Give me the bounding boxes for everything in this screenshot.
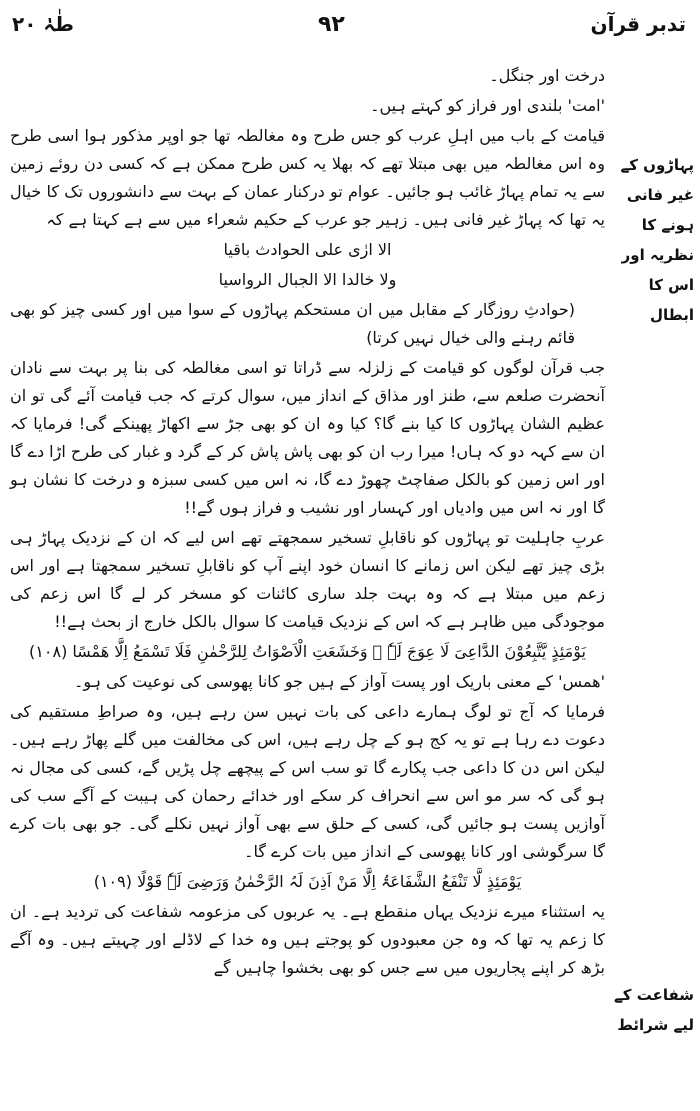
poetry-verse: الا ارٰی علی الحوادث باقیا	[223, 240, 392, 259]
page-number: ۹۲	[318, 12, 345, 37]
paragraph: جب قرآن لوگوں کو قیامت کے زلزلہ سے ڈراتا تو اسی مغالطہ کی بنا پر بہت سے نادان آنحضرت صلعم سے، طنز اور مذاق کے انداز میں، سوال کرتے کہ جب قیامت آئے گی تو ان عظیم الشان پہاڑوں کا کیا بنے گا؟ کیا وہ ان کو بھی جڑ سے اکھاڑ پھینکے گی! فرمایا کہ ان سے کہہ دو کہ ہاں! میرا رب ان کو بھی پاش پاش کر کے گرد و غبار کی طرح اڑا دے گا اور اس زمین کو بالکل صفاچٹ چھوڑ دے گا، نہ اس میں کسی سبزہ و درخت کا نشان ہو گا اور نہ اس میں وادیاں اور کہسار اور نشیب و فراز ہوں گے!!	[10, 358, 605, 517]
paragraph: یہ استثناء میرے نزدیک یہاں منقطع ہے۔ یہ عربوں کی مزعومہ شفاعت کی تردید ہے۔ ان کا زعم یہ تھا کہ وہ جن معبودوں کو پوجتے ہیں وہ خدا کے لاڈلے اور چہیتے ہیں۔ وہ آگے بڑھ کر اپنے پجاریوں میں سے جس کو بھی بخشوا چاہیں گے	[10, 902, 605, 977]
quran-ayah: یَوْمَئِذٍ لَّا تَنْفَعُ الشَّفَاعَۃُ اِلَّا مَنْ اَذِنَ لَہُ الرَّحْمٰنُ وَرَضِیَ لَہٗ قَوْلًا (۱۰۹)	[93, 872, 522, 891]
margin-note-mountains: پہاڑوں کے غیر فانی ہونے کا نظریہ اور اس کا ابطال	[620, 156, 694, 324]
commentary-text	[10, 62, 605, 984]
poetry-verse: ولا خالدا الا الجبال الرواسیا	[218, 270, 397, 289]
paragraph: 'امت' بلندی اور فراز کو کہتے ہیں۔	[370, 96, 605, 115]
paragraph: قیامت کے باب میں اہلِ عرب کو جس طرح وہ مغالطہ تھا جو اوپر مذکور ہوا اسی طرح وہ اس مغالطہ میں بھی مبتلا تھے کہ بھلا یہ کس طرح ممکن ہے کہ کسی دن روئے زمین سے یہ تمام پہاڑ غائب ہو جائیں۔ عوام تو درکنار عمان کے بہت سے دانشوروں تک کا خیال یہ تھا کہ پہاڑ غیر فانی ہیں۔ زہیر جو عرب کے حکیم شعراء میں سے ہے کہتا ہے کہ	[10, 126, 605, 229]
paragraph: 'ھمس' کے معنی باریک اور پست آواز کے ہیں جو کانا پھوسی کی نوعیت کی ہو۔	[73, 672, 605, 691]
margin-note-intercession: شفاعت کے لیے شرائط	[613, 986, 694, 1034]
paragraph: عربِ جاہلیت تو پہاڑوں کو ناقابلِ تسخیر سمجھتے تھے اس لیے کہ ان کے نزدیک پہاڑ ہی بڑی چیز تھے لیکن اس زمانے کا انسان خود اپنے آپ کو ناقابلِ تسخیر سمجھتا ہے اور اس زعم میں مبتلا ہے کہ وہ بہت جلد ساری کائنات کو مسخر کر لے گا اس زعم کی موجودگی میں ظاہر ہے کہ اس کے نزدیک قیامت کا سوال بالکل خارج از بحث ہے!!	[10, 528, 605, 631]
surah-reference: طٰہٰ ۲۰	[12, 12, 74, 36]
paragraph: درخت اور جنگل۔	[489, 66, 605, 85]
paragraph: فرمایا کہ آج تو لوگ ہمارے داعی کی بات نہیں سن رہے ہیں، وہ صراطِ مستقیم کی دعوت دے رہا ہے تو یہ کج ہو کے چل رہے ہیں، اس کی مخالفت میں گلے پھاڑ رہے ہیں۔ لیکن اس دن کا داعی جب پکارے گا تو سب اس کے پیچھے چل پڑیں گے، کسی کی مجال نہ ہو گی کہ سر مو اس سے انحراف کر سکے اور خدائے رحمان کی ہیبت کے آگے سب کی آوازیں پست ہو جائیں گی، کسی کے حلق سے بھی آواز نہیں نکلے گی۔ جو بھی بات کرے گا سرگوشی اور کانا پھوسی کے انداز میں بات کرے گا۔	[10, 702, 605, 861]
verse-translation: (حوادثِ روزگار کے مقابل میں ان مستحکم پہاڑوں کے سوا میں اور کسی چیز کو بھی قائم رہنے والی خیال نہیں کرتا)	[10, 300, 575, 347]
page-header	[0, 6, 700, 46]
quran-ayah: یَوْمَئِذٍ یَّتَّبِعُوْنَ الدَّاعِیَ لَا عِوَجَ لَہٗ ۚ وَخَشَعَتِ الْاَصْوَاتُ لِلرَّحْمٰنِ فَلَا تَسْمَعُ اِلَّا ھَمْسًا (۱۰۸)	[29, 642, 586, 661]
book-title: تدبر قرآن	[590, 12, 686, 36]
